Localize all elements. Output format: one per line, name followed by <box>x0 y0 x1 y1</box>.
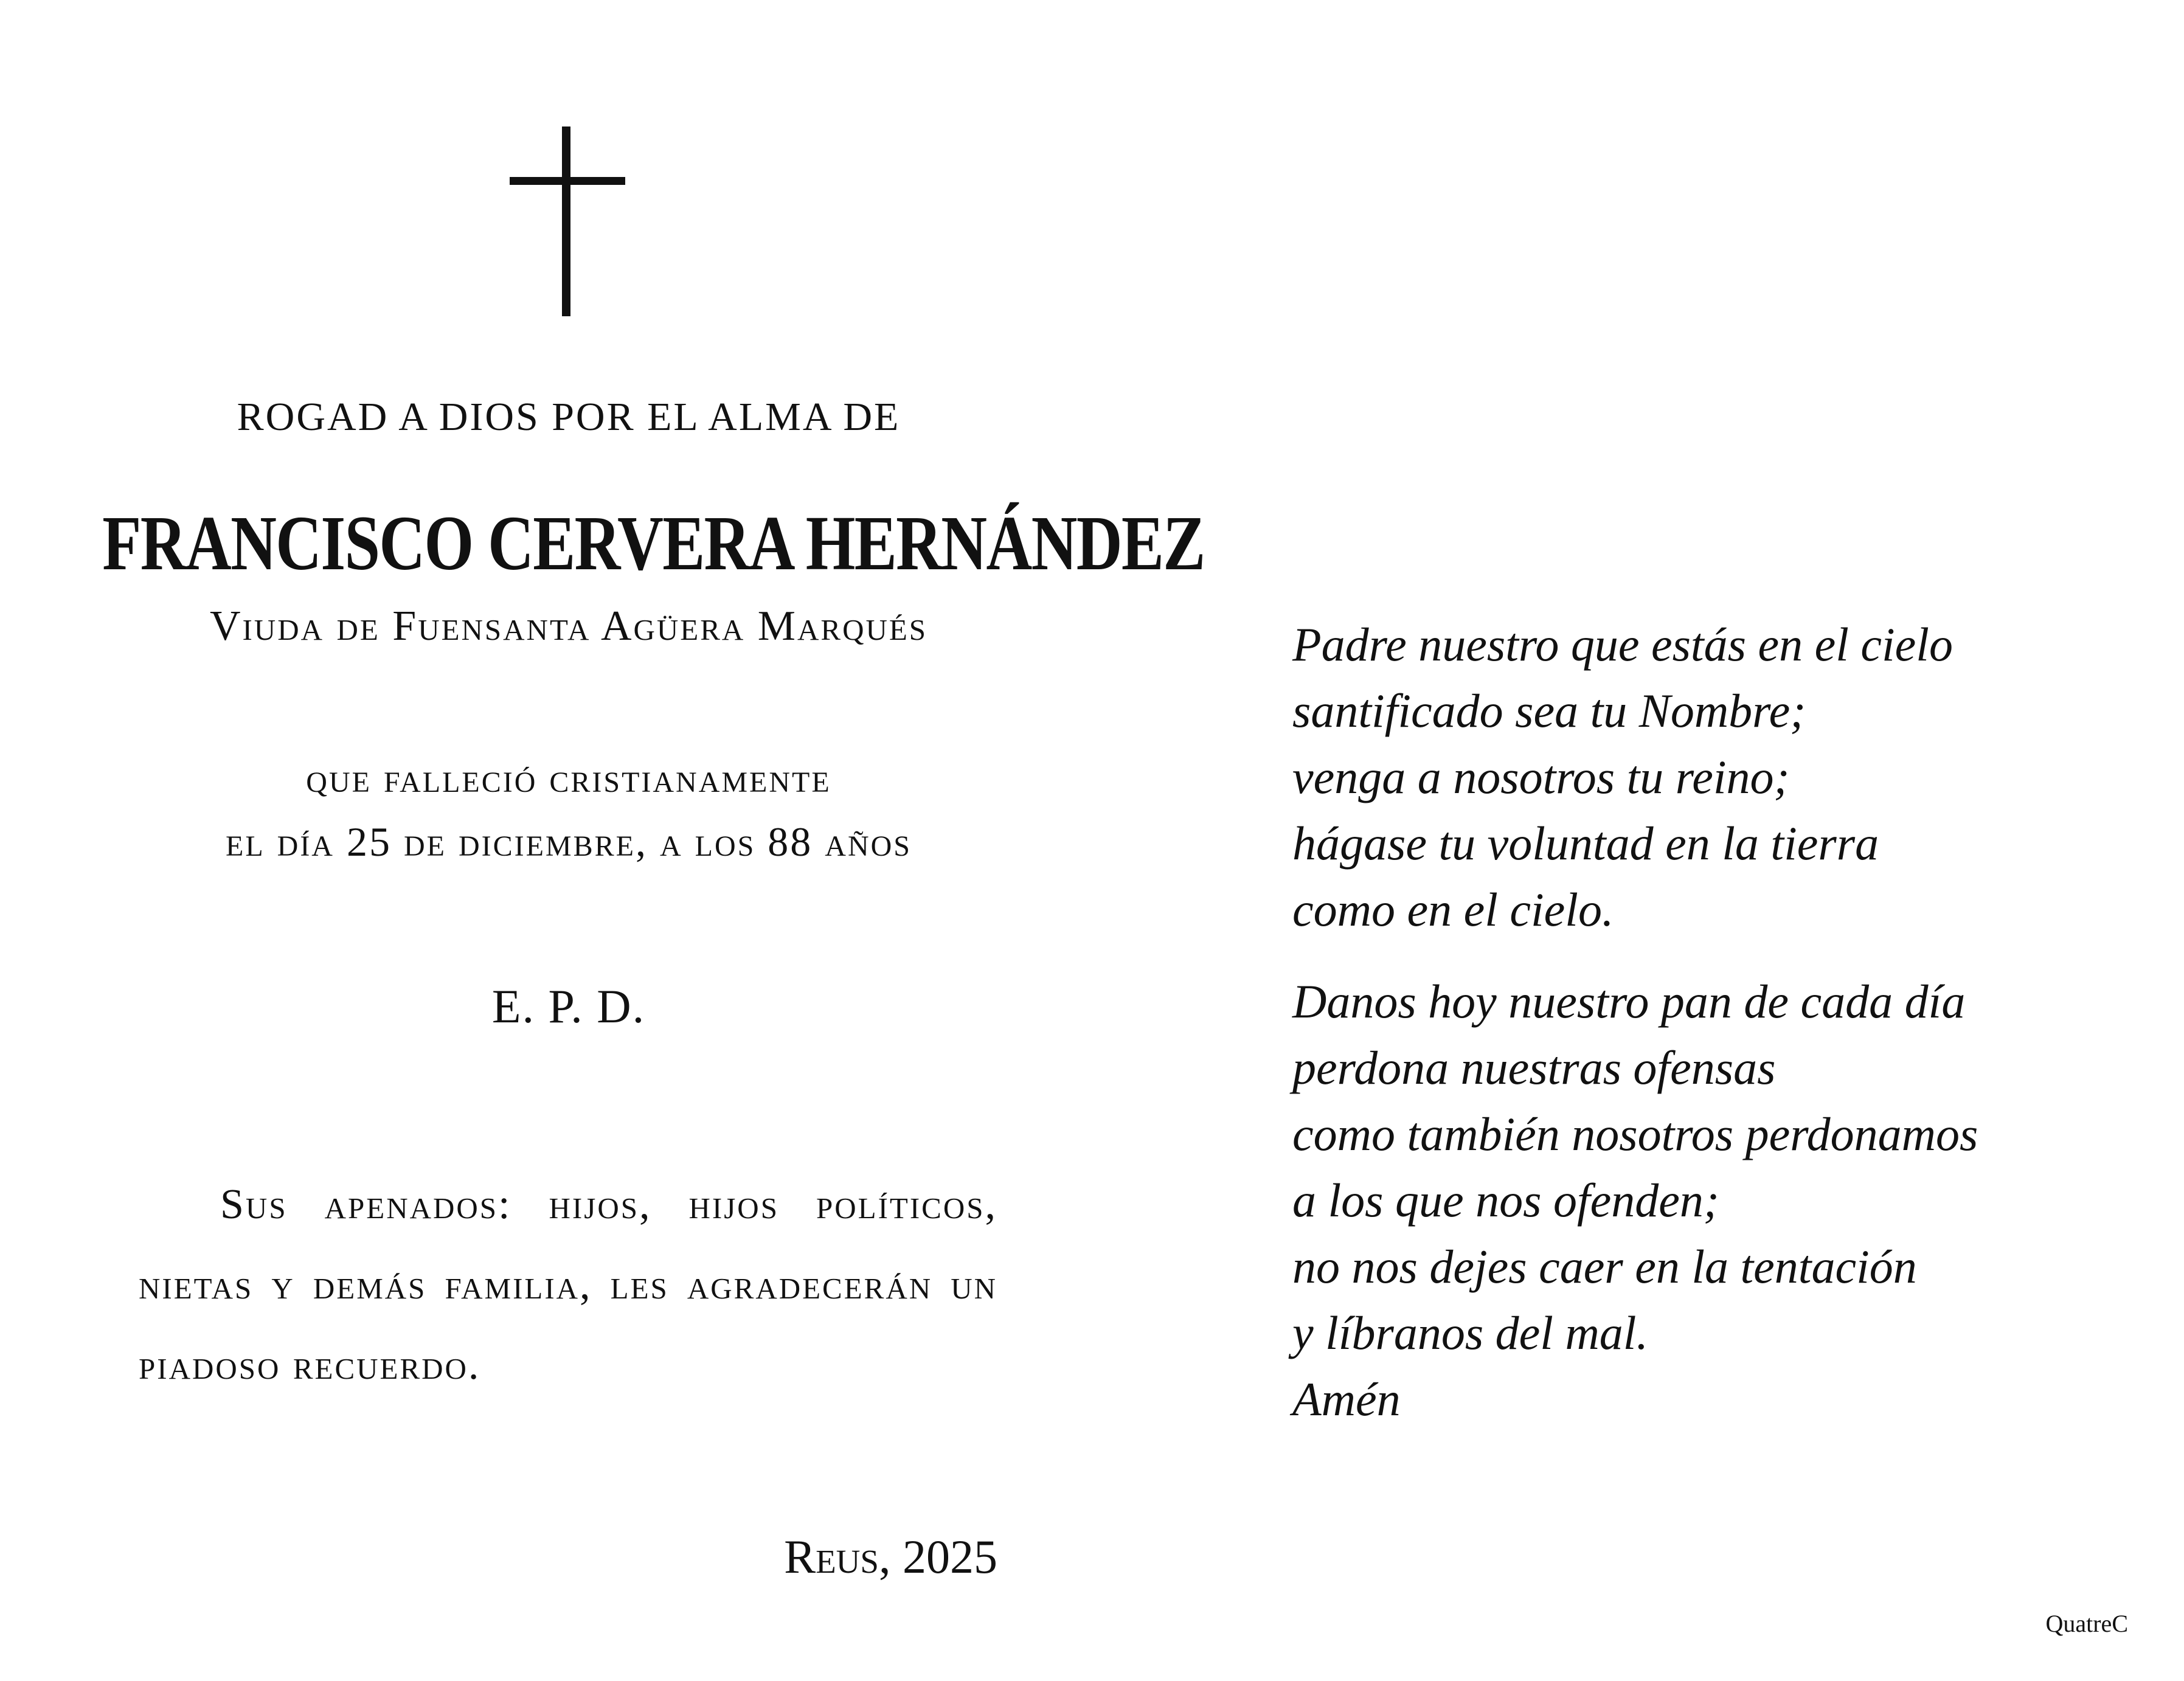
pray-for-soul-heading: ROGAD A DIOS POR EL ALMA DE <box>237 395 901 439</box>
prayer-line: venga a nosotros tu reino; <box>1292 750 1790 803</box>
death-line-2: el día 25 de diciembre, a los 88 años <box>226 819 912 865</box>
lords-prayer <box>1292 611 2132 1432</box>
cross-vertical-bar <box>562 127 570 316</box>
prayer-line: Padre nuestro que estás en el cielo <box>1292 618 1953 671</box>
prayer-stanza-1 <box>1292 611 2132 943</box>
cross-horizontal-bar <box>510 177 625 185</box>
mourners-paragraph: Sus apenados: hijos, hijos políticos, nietas y demás familia, les agradecerán un piadoso recuerdo. <box>139 1181 997 1388</box>
prayer-line: santificado sea tu Nombre; <box>1292 684 1806 737</box>
prayer-line: a los que nos ofenden; <box>1292 1174 1719 1227</box>
widow-of-line: Viuda de Fuensanta Agüera Marqués <box>209 603 928 650</box>
prayer-line: Danos hoy nuestro pan de cada día <box>1292 975 1966 1028</box>
prayer-stanza-2 <box>1292 968 2132 1432</box>
prayer-line: como en el cielo. <box>1292 883 1614 936</box>
prayer-line: como también nosotros perdonamos <box>1292 1107 1978 1160</box>
rest-in-peace: E. P. D. <box>491 980 646 1033</box>
death-line-1: que falleció cristianamente <box>306 755 831 801</box>
place-and-year: Reus, 2025 <box>784 1530 997 1583</box>
prayer-line: Amén <box>1292 1373 1401 1426</box>
prayer-line: y líbranos del mal. <box>1292 1306 1648 1359</box>
prayer-line: perdona nuestras ofensas <box>1292 1041 1776 1094</box>
prayer-line: hágase tu voluntad en la tierra <box>1292 817 1879 870</box>
deceased-name: FRANCISCO CERVERA HERNÁNDEZ <box>102 500 1205 586</box>
printer-brand: QuatreC <box>2045 1610 2128 1637</box>
prayer-line: no nos dejes caer en la tentación <box>1292 1240 1917 1293</box>
